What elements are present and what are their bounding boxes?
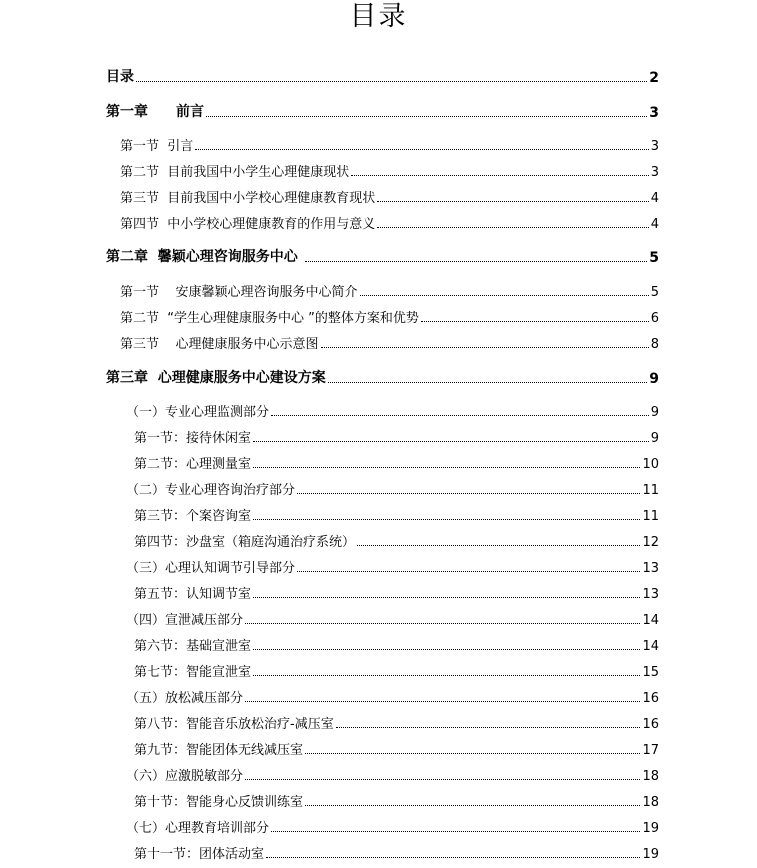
toc-entry[interactable] bbox=[120, 160, 659, 180]
toc-entry-label: 第十一节：团体活动室 bbox=[134, 847, 265, 862]
dot-leader bbox=[136, 81, 647, 82]
dot-leader bbox=[245, 779, 640, 780]
dot-leader bbox=[253, 519, 640, 520]
toc-entry-page-number: 12 bbox=[642, 535, 659, 550]
toc-entry-page-number: 4 bbox=[650, 191, 659, 206]
toc-entry-page-number: 16 bbox=[642, 717, 659, 732]
dot-leader bbox=[206, 116, 647, 117]
toc-entry-label: 第二节 “学生心理健康服务中心 ”的整体方案和优势 bbox=[120, 311, 419, 326]
toc-entry-label: （六）应激脱敏部分 bbox=[126, 769, 244, 784]
page-title: 目录 bbox=[349, 1, 408, 32]
toc-entry[interactable] bbox=[106, 246, 659, 266]
toc-entry[interactable] bbox=[126, 686, 659, 706]
dot-leader bbox=[360, 295, 649, 296]
dot-leader bbox=[305, 261, 648, 262]
toc-entry[interactable] bbox=[106, 101, 659, 121]
toc-entry[interactable] bbox=[106, 66, 659, 86]
toc-entry-label: 第二节：心理测量室 bbox=[134, 457, 252, 472]
toc-entry-label: 第一节 安康馨颖心理咨询服务中心简介 bbox=[120, 285, 358, 300]
toc-entry[interactable] bbox=[120, 186, 659, 206]
toc-entry[interactable] bbox=[120, 306, 659, 326]
dot-leader bbox=[305, 753, 640, 754]
toc-entry-page-number: 8 bbox=[650, 337, 659, 352]
toc-entry[interactable] bbox=[126, 478, 659, 498]
dot-leader bbox=[245, 701, 640, 702]
toc-entry-page-number: 5 bbox=[650, 285, 659, 300]
dot-leader bbox=[421, 321, 649, 322]
dot-leader bbox=[336, 727, 641, 728]
toc-entry-page-number: 3 bbox=[650, 139, 659, 154]
toc-entry[interactable] bbox=[126, 608, 659, 628]
toc-entry-label: （一）专业心理监测部分 bbox=[126, 405, 270, 420]
toc-entry-page-number: 14 bbox=[642, 613, 659, 628]
toc-entry-page-number: 9 bbox=[649, 371, 659, 387]
dot-leader bbox=[377, 201, 648, 202]
toc-entry[interactable] bbox=[126, 816, 659, 836]
toc-entry-page-number: 13 bbox=[642, 561, 659, 576]
dot-leader bbox=[297, 571, 640, 572]
toc-entry[interactable] bbox=[134, 660, 659, 680]
dot-leader bbox=[321, 347, 649, 348]
toc-entry-label: 目录 bbox=[106, 69, 134, 85]
toc-entry-label: 第十节：智能身心反馈训练室 bbox=[134, 795, 304, 810]
dot-leader bbox=[253, 441, 649, 442]
toc-entry-label: 第三节：个案咨询室 bbox=[134, 509, 252, 524]
dot-leader bbox=[253, 597, 640, 598]
dot-leader bbox=[377, 227, 648, 228]
toc-entry-page-number: 11 bbox=[642, 483, 659, 498]
toc-entry[interactable] bbox=[126, 556, 659, 576]
toc-entry-label: 第一章 前言 bbox=[106, 104, 204, 120]
toc-entry-label: 第一节 引言 bbox=[120, 139, 194, 154]
toc-entry[interactable] bbox=[134, 634, 659, 654]
dot-leader bbox=[253, 649, 640, 650]
toc-entry[interactable] bbox=[134, 504, 659, 524]
toc-entry-label: 第三节 心理健康服务中心示意图 bbox=[120, 337, 319, 352]
toc-entry-label: 第七节：智能宣泄室 bbox=[134, 665, 252, 680]
toc-entry-label: （四）宣泄减压部分 bbox=[126, 613, 244, 628]
toc-entry-page-number: 14 bbox=[642, 639, 659, 654]
dot-leader bbox=[271, 831, 640, 832]
toc-entry-label: 第九节：智能团体无线减压室 bbox=[134, 743, 304, 758]
toc-entry-page-number: 16 bbox=[642, 691, 659, 706]
dot-leader bbox=[297, 493, 640, 494]
toc-entry-label: 第三章 心理健康服务中心建设方案 bbox=[106, 370, 326, 386]
toc-entry[interactable] bbox=[134, 452, 659, 472]
toc-entry-page-number: 19 bbox=[642, 847, 659, 862]
toc-entry-label: （三）心理认知调节引导部分 bbox=[126, 561, 296, 576]
dot-leader bbox=[266, 857, 640, 858]
toc-entry[interactable] bbox=[126, 400, 659, 420]
toc-entry[interactable] bbox=[134, 426, 659, 446]
toc-entry-label: 第五节：认知调节室 bbox=[134, 587, 252, 602]
dot-leader bbox=[245, 623, 640, 624]
toc-entry-label: （七）心理教育培训部分 bbox=[126, 821, 270, 836]
toc-entry[interactable] bbox=[106, 367, 659, 387]
toc-entry-label: （二）专业心理咨询治疗部分 bbox=[126, 483, 296, 498]
toc-entry-label: 第四节 中小学校心理健康教育的作用与意义 bbox=[120, 217, 376, 232]
toc-entry-label: 第一节：接待休闲室 bbox=[134, 431, 252, 446]
toc-entry-label: （五）放松减压部分 bbox=[126, 691, 244, 706]
toc-entry-page-number: 2 bbox=[649, 70, 659, 86]
toc-entry[interactable] bbox=[120, 280, 659, 300]
toc-entry[interactable] bbox=[134, 790, 659, 810]
toc-entry-label: 第二节 目前我国中小学生心理健康现状 bbox=[120, 165, 350, 180]
toc-entry[interactable] bbox=[126, 764, 659, 784]
toc-entry[interactable] bbox=[134, 530, 659, 550]
toc-entry[interactable] bbox=[134, 712, 659, 732]
toc-entry-page-number: 3 bbox=[650, 165, 659, 180]
toc-entry-page-number: 11 bbox=[642, 509, 659, 524]
toc-entry-page-number: 17 bbox=[642, 743, 659, 758]
dot-leader bbox=[328, 382, 648, 383]
toc-entry-page-number: 18 bbox=[642, 795, 659, 810]
dot-leader bbox=[305, 805, 640, 806]
toc-entry-page-number: 4 bbox=[650, 217, 659, 232]
toc-entry[interactable] bbox=[134, 582, 659, 602]
toc-entry-page-number: 9 bbox=[650, 431, 659, 446]
toc-entry[interactable] bbox=[120, 212, 659, 232]
toc-entry-page-number: 19 bbox=[642, 821, 659, 836]
toc-entry-page-number: 10 bbox=[642, 457, 659, 472]
toc-entry-label: 第八节：智能音乐放松治疗-减压室 bbox=[134, 717, 334, 732]
toc-entry-page-number: 6 bbox=[650, 311, 659, 326]
toc-entry-label: 第三节 目前我国中小学校心理健康教育现状 bbox=[120, 191, 376, 206]
toc-entry-page-number: 9 bbox=[650, 405, 659, 420]
dot-leader bbox=[253, 675, 640, 676]
toc-entry-label: 第二章 馨颖心理咨询服务中心 bbox=[106, 249, 303, 265]
toc-entry[interactable] bbox=[120, 134, 659, 154]
toc-entry-page-number: 3 bbox=[649, 105, 659, 121]
dot-leader bbox=[351, 175, 648, 176]
toc-entry[interactable] bbox=[134, 842, 659, 862]
dot-leader bbox=[253, 467, 640, 468]
dot-leader bbox=[271, 415, 649, 416]
toc-entry-label: 第四节：沙盘室（箱庭沟通治疗系统） bbox=[134, 535, 356, 550]
toc-entry-label: 第六节：基础宣泄室 bbox=[134, 639, 252, 654]
dot-leader bbox=[195, 149, 648, 150]
dot-leader bbox=[357, 545, 640, 546]
toc-entry[interactable] bbox=[134, 738, 659, 758]
toc-entry-page-number: 13 bbox=[642, 587, 659, 602]
toc-entry-page-number: 15 bbox=[642, 665, 659, 680]
toc-entry-page-number: 5 bbox=[649, 250, 659, 266]
toc-entry[interactable] bbox=[120, 332, 659, 352]
toc-entry-page-number: 18 bbox=[642, 769, 659, 784]
